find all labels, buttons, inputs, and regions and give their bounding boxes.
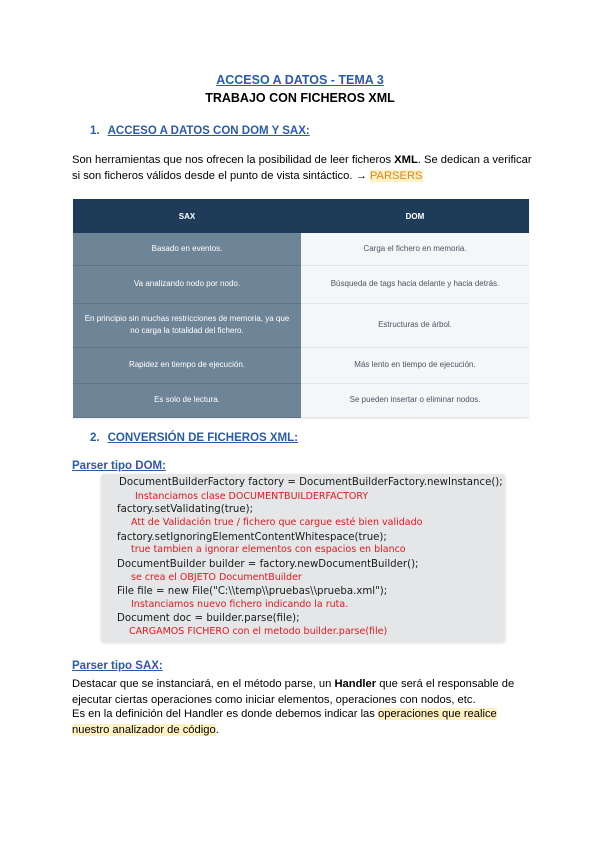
table-cell-sax: Va analizando nodo por nodo.	[73, 265, 301, 303]
sax-text-3: Es en la definición del Handler es donde debemos indicar las	[72, 708, 378, 720]
code-line: DocumentBuilderFactory factory = DocumentBuilderFactory.newInstance();	[119, 477, 503, 488]
code-line: Document doc = builder.parse(file);	[117, 613, 300, 624]
header-sax: SAX	[73, 199, 301, 233]
table-row	[73, 265, 529, 303]
code-line: factory.setIgnoringElementContentWhitespace(true);	[117, 532, 387, 543]
code-line: File file = new File("C:\\temp\\pruebas\\prueba.xml");	[117, 586, 388, 597]
table-header-row	[73, 199, 529, 233]
section-1-heading	[90, 125, 310, 137]
code-comment: CARGAMOS FICHERO con el metodo builder.parse(file)	[129, 626, 388, 637]
section-2-title: CONVERSIÓN DE FICHEROS XML:	[107, 432, 298, 444]
sax-bold-handler: Handler	[334, 678, 377, 690]
document-subtitle: TRABAJO CON FICHEROS XML	[205, 91, 395, 105]
code-line: factory.setValidating(true);	[117, 504, 254, 515]
table-row	[73, 347, 529, 383]
table-cell-dom: Estructuras de árbol.	[301, 303, 529, 347]
sax-parser-heading: Parser tipo SAX:	[72, 660, 163, 672]
sax-highlight: operaciones que realice nuestro analizador de código	[72, 708, 497, 736]
table-row	[73, 233, 529, 265]
sax-text-2: que será el responsable de ejecutar ciertas operaciones como iniciar elementos, operaciones con nodos, etc.	[72, 678, 515, 706]
code-comment: se crea el OBJETO DocumentBuilder	[131, 572, 302, 583]
table-cell-sax: En principio sin muchas restricciones de memoria, ya que no carga la totalidad del fichero.	[73, 303, 301, 347]
parsers-highlight: PARSERS	[369, 170, 423, 182]
code-comment: Instanciamos nuevo fichero indicando la ruta.	[131, 599, 349, 610]
code-line: DocumentBuilder builder = factory.newDocumentBuilder();	[117, 559, 419, 570]
para-text: Son herramientas que nos ofrecen la posibilidad de leer ficheros	[72, 154, 395, 166]
section-2-heading	[90, 432, 298, 444]
document-title: ACCESO A DATOS - TEMA 3	[216, 73, 384, 87]
table-cell-sax: Basado en eventos.	[73, 233, 301, 265]
table-cell-dom: Carga el fichero en memoria.	[301, 233, 529, 265]
section-1-paragraph	[72, 152, 532, 184]
table-row	[73, 303, 529, 347]
table-row	[73, 383, 529, 417]
header-dom: DOM	[301, 199, 529, 233]
table-cell-dom: Más lento en tiempo de ejecución.	[301, 347, 529, 383]
sax-paragraph-1	[72, 676, 528, 708]
table-cell-sax: Es solo de lectura.	[73, 383, 301, 417]
section-2-number: 2.	[90, 432, 100, 444]
sax-paragraph-2	[72, 706, 528, 738]
table-cell-dom: Se pueden insertar o eliminar nodos.	[301, 383, 529, 417]
table-cell-dom: Búsqueda de tags hacia delante y hacia detrás.	[301, 265, 529, 303]
code-comment: Instanciamos clase DOCUMENTBUILDERFACTORY	[135, 491, 369, 502]
section-1-title: ACCESO A DATOS CON DOM Y SAX:	[107, 125, 310, 137]
comparison-table	[73, 199, 529, 418]
code-comment: Att de Validación true / fichero que cargue esté bien validado	[131, 517, 423, 528]
sax-text: Destacar que se instanciará, en el método parse, un	[72, 678, 335, 690]
sax-text-4: .	[215, 724, 219, 736]
para-bold-xml: XML	[394, 154, 418, 166]
para-text-2: . Se dedican a verificar si son ficheros válidos desde el punto de vista sintáctico. →	[72, 154, 532, 182]
section-1-number: 1.	[90, 125, 100, 137]
dom-parser-heading: Parser tipo DOM:	[72, 460, 166, 472]
code-comment: true tambien a ignorar elementos con espacios en blanco	[131, 544, 406, 555]
table-cell-sax: Rapidez en tiempo de ejecución.	[73, 347, 301, 383]
dom-code-image	[101, 474, 505, 642]
